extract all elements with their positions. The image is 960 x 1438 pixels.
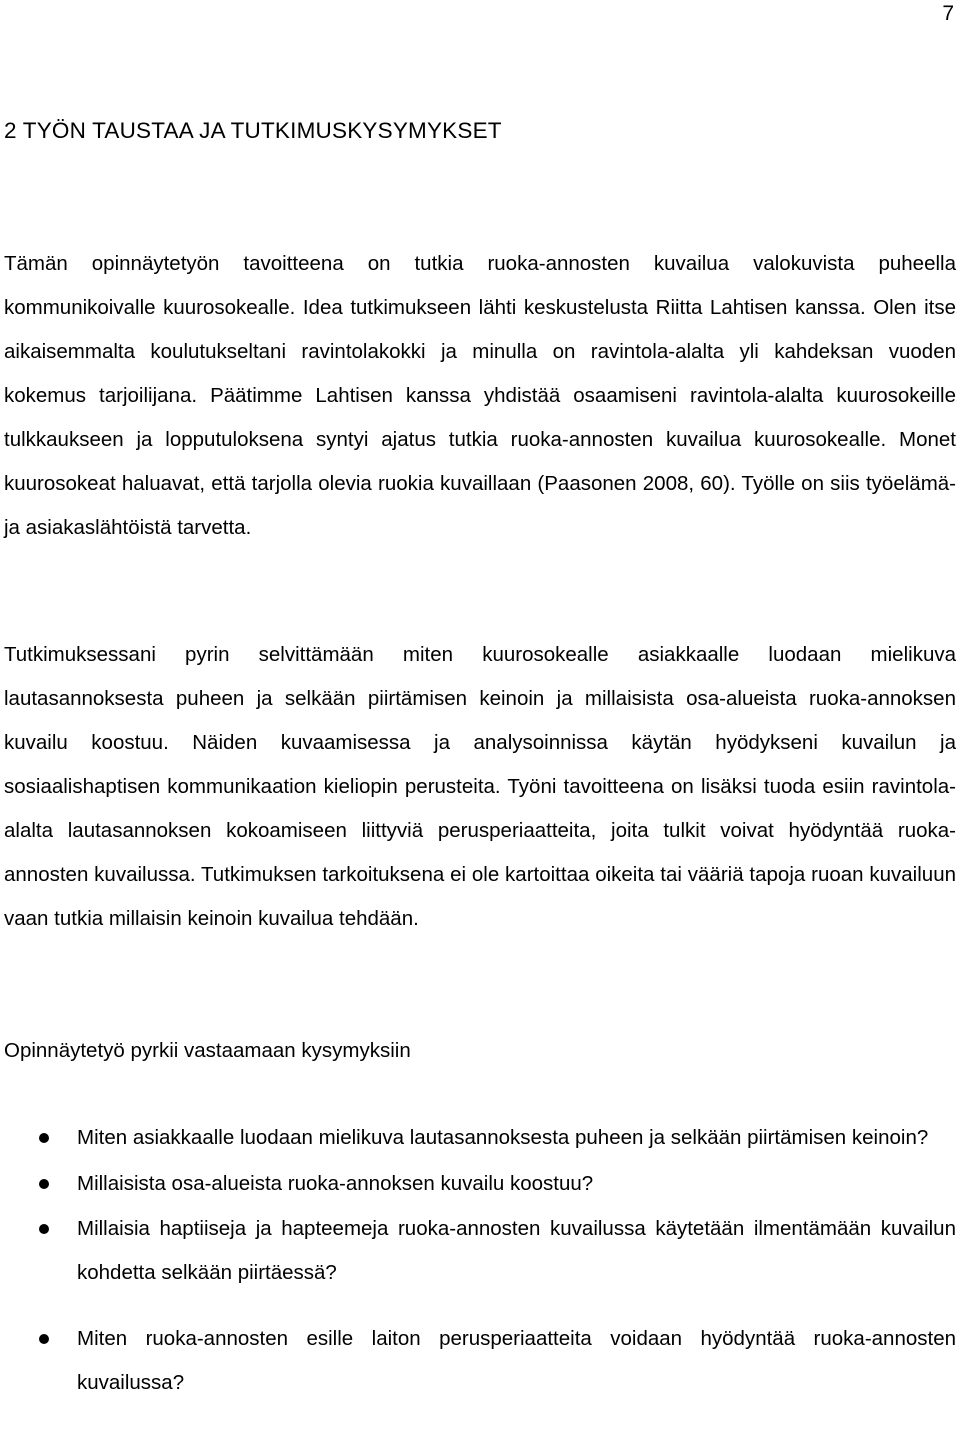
paragraph-research-aims: Tutkimuksessani pyrin selvittämään miten kuurosokealle asiakkaalle luodaan mielikuva lautasannoksesta puheen ja selkään piirtämisen keinoin ja millaisista osa-alueista ruoka-annoksen kuvailu koostuu. Näiden kuvaamisessa ja analysoinnissa käytän hyödykseni kuvailun ja sosiaalishaptisen kommunikaation kieliopin perusteita. Työni tavoitteena on lisäksi tuoda esiin ravintola-alalta lautasannoksen kokoamiseen liittyviä perusperiaatteita, joita tulkit voivat hyödyntää ruoka-annosten kuvailussa. Tutkimuksen tarkoituksena ei ole kartoittaa oikeita tai vääriä tapoja ruoan kuvailuun vaan tutkia millaisin keinoin kuvailua tehdään.	[4, 643, 956, 930]
page-number: 7	[942, 2, 954, 25]
question-text: Millaisista osa-alueista ruoka-annoksen kuvailu koostuu?	[77, 1172, 594, 1195]
paragraph-questions-intro: Opinnäytetyö pyrkii vastaamaan kysymyksiin	[4, 1039, 411, 1062]
bullet-icon	[39, 1133, 49, 1143]
question-text: Miten ruoka-annosten esille laiton perusperiaatteita voidaan hyödyntää ruoka-annosten kuvailussa?	[77, 1327, 956, 1394]
bullet-icon	[39, 1334, 49, 1344]
list-item	[0, 1207, 956, 1295]
section-heading: 2 TYÖN TAUSTAA JA TUTKIMUSKYSYMYKSET	[4, 118, 502, 143]
question-text: Miten asiakkaalle luodaan mielikuva lautasannoksesta puheen ja selkään piirtämisen keinoin?	[77, 1126, 929, 1149]
question-text: Millaisia haptiiseja ja hapteemeja ruoka-annosten kuvailussa käytetään ilmentämään kuvailun kohdetta selkään piirtäessä?	[77, 1217, 956, 1284]
list-item	[0, 1162, 956, 1206]
bullet-icon	[39, 1224, 49, 1234]
bullet-icon	[39, 1179, 49, 1189]
research-questions-list	[0, 1116, 956, 1405]
paragraph-background: Tämän opinnäytetyön tavoitteena on tutkia ruoka-annosten kuvailua valokuvista puheella kommunikoivalle kuurosokealle. Idea tutkimukseen lähti keskustelusta Riitta Lahtisen kanssa. Olen itse aikaisemmalta koulutukseltani ravintolakokki ja minulla on ravintola-alalta yli kahdeksan vuoden kokemus tarjoilijana. Päätimme Lahtisen kanssa yhdistää osaamiseni ravintola-alalta kuurosokeille tulkkaukseen ja lopputuloksena syntyi ajatus tutkia ruoka-annosten kuvailua kuurosokealle. Monet kuurosokeat haluavat, että tarjolla olevia ruokia kuvaillaan (Paasonen 2008, 60). Työlle on siis työelämä- ja asiakaslähtöistä tarvetta.	[4, 252, 956, 539]
list-item	[0, 1317, 956, 1405]
list-item	[0, 1116, 956, 1160]
